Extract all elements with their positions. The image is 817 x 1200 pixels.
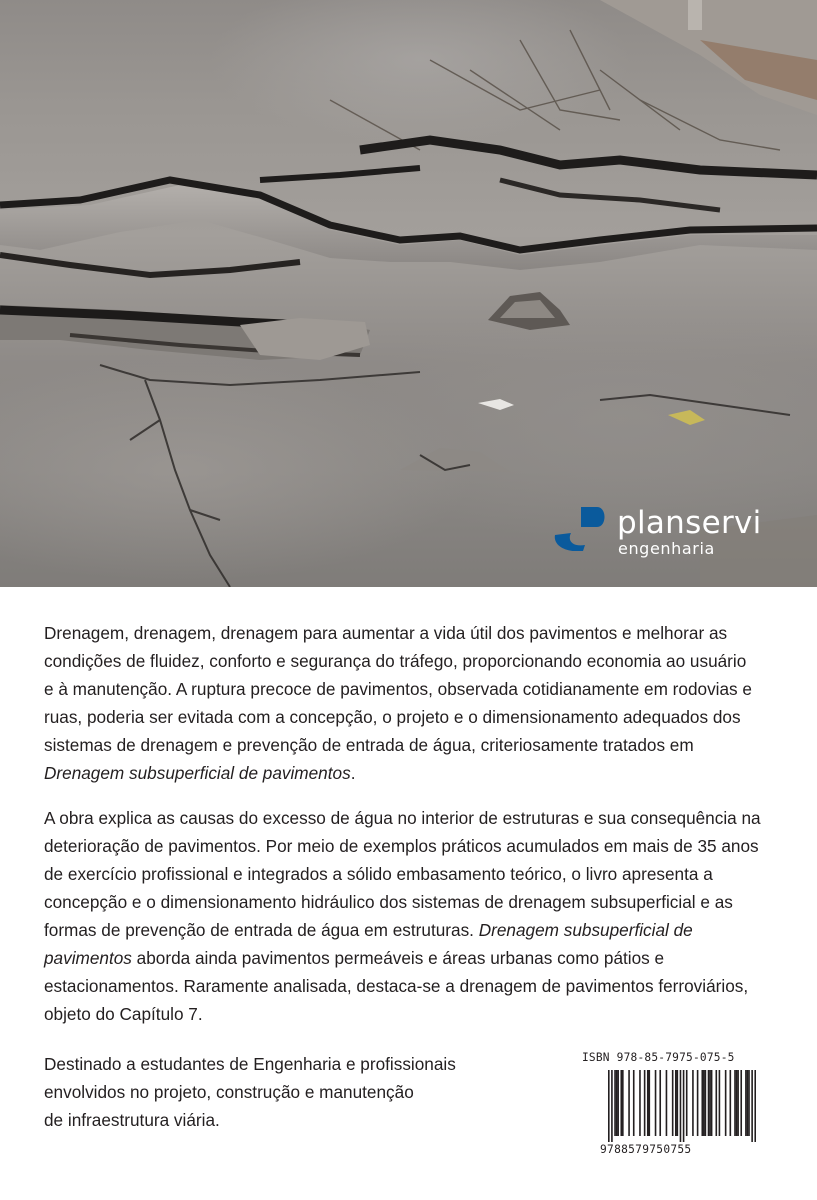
barcode-bar: [680, 1070, 682, 1142]
barcode-bar: [715, 1070, 717, 1136]
barcode-bar: [608, 1070, 610, 1142]
barcode-bar: [672, 1070, 674, 1136]
barcode-bar: [737, 1070, 739, 1136]
book-title-italic: Drenagem subsuperficial de: [478, 920, 693, 940]
barcode-bar: [617, 1070, 619, 1136]
barcode-bar: [740, 1070, 742, 1136]
cracked-pavement-illustration: [0, 0, 817, 587]
barcode-bar: [666, 1070, 668, 1136]
text-line: Drenagem, drenagem, drenagem para aumentar a vida útil dos pavimentos e melhorar as: [44, 623, 728, 643]
book-title-italic: Drenagem subsuperficial de pavimentos: [44, 763, 351, 783]
barcode-icon: [608, 1070, 756, 1142]
barcode-bar: [736, 1070, 738, 1136]
barcode-bar: [644, 1070, 646, 1136]
text-line: objeto do Capítulo 7.: [44, 1004, 203, 1024]
barcode-bar: [711, 1070, 713, 1136]
logo-name: planservi: [617, 505, 762, 541]
cover-photo: [0, 0, 817, 587]
text-line: condições de fluidez, conforto e segurança do tráfego, proporcionando economia ao usuário: [44, 651, 747, 671]
ean-digits: 9788579750755: [600, 1143, 692, 1156]
text-line: de infraestrutura viária.: [44, 1110, 220, 1130]
book-title-italic: pavimentos: [44, 948, 132, 968]
barcode-bar: [747, 1070, 749, 1136]
barcode-bar: [686, 1070, 688, 1136]
barcode-bar: [628, 1070, 630, 1136]
text-line: ruas, poderia ser evitada com a concepção, o projeto e o dimensionamento adequados dos: [44, 707, 741, 727]
text-fragment: .: [350, 763, 356, 783]
barcode-bar: [647, 1070, 649, 1136]
barcode-bar: [701, 1070, 703, 1136]
barcode-bar: [614, 1070, 616, 1136]
publisher-logo: [551, 505, 781, 561]
barcode-bar: [649, 1070, 651, 1136]
text-line: e à manutenção. A ruptura precoce de pavimentos, observada cotidianamente em rodovias e: [44, 679, 752, 699]
text-line: estacionamentos. Raramente analisada, destaca-se a drenagem de pavimentos ferroviários,: [44, 976, 749, 996]
text-line: [44, 759, 784, 787]
barcode-bar: [639, 1070, 641, 1136]
barcode-bar: [748, 1070, 750, 1136]
barcode-bar: [751, 1070, 753, 1142]
barcode-bar: [692, 1070, 694, 1136]
text-line: envolvidos no projeto, construção e manutenção: [44, 1082, 414, 1102]
text-line: Destinado a estudantes de Engenharia e profissionais: [44, 1054, 456, 1074]
barcode-bar: [725, 1070, 727, 1136]
barcode-bar: [683, 1070, 685, 1142]
barcode-bar: [677, 1070, 679, 1136]
barcode-bar: [734, 1070, 736, 1136]
text-line: [44, 944, 784, 972]
barcode-bar: [622, 1070, 624, 1136]
barcode-bar: [745, 1070, 747, 1136]
paragraph-intro: [44, 619, 784, 787]
text-line: sistemas de drenagem e prevenção de entrada de água, criteriosamente tratados em: [44, 735, 694, 755]
text-line: [44, 916, 784, 944]
barcode-bar: [616, 1070, 618, 1136]
barcode-bar: [611, 1070, 613, 1142]
barcode-bar: [659, 1070, 661, 1136]
barcode-bar: [675, 1070, 677, 1136]
barcode-bar: [655, 1070, 657, 1136]
text-line: A obra explica as causas do excesso de água no interior de estruturas e sua consequência na: [44, 808, 761, 828]
barcode-bar: [730, 1070, 732, 1136]
isbn-block: [580, 1051, 760, 1166]
logo-subtitle: engenharia: [618, 539, 715, 558]
text-line: deterioração de pavimentos. Por meio de exemplos práticos acumulados em mais de 35 anos: [44, 836, 759, 856]
paragraph-audience: [44, 1050, 514, 1134]
barcode-bar: [719, 1070, 721, 1136]
text-fragment: aborda ainda pavimentos permeáveis e áreas urbanas como pátios e: [131, 948, 665, 968]
barcode-bar: [754, 1070, 756, 1142]
barcode-bar: [703, 1070, 705, 1136]
text-line: concepção e o dimensionamento hidráulico dos sistemas de drenagem subsuperficial e as: [44, 892, 733, 912]
barcode-bar: [709, 1070, 711, 1136]
planservi-logo-icon: [551, 505, 611, 551]
barcode-bar: [705, 1070, 707, 1136]
barcode-bar: [697, 1070, 699, 1136]
text-line: de exercício profissional e integrados a sólido embasamento teórico, o livro apresenta a: [44, 864, 713, 884]
barcode-bar: [708, 1070, 710, 1136]
text-fragment: formas de prevenção de entrada de água em estruturas.: [44, 920, 479, 940]
paragraph-description: [44, 804, 784, 1028]
barcode-bar: [620, 1070, 622, 1136]
isbn-label: ISBN 978-85-7975-075-5: [582, 1051, 735, 1064]
barcode-bar: [633, 1070, 635, 1136]
